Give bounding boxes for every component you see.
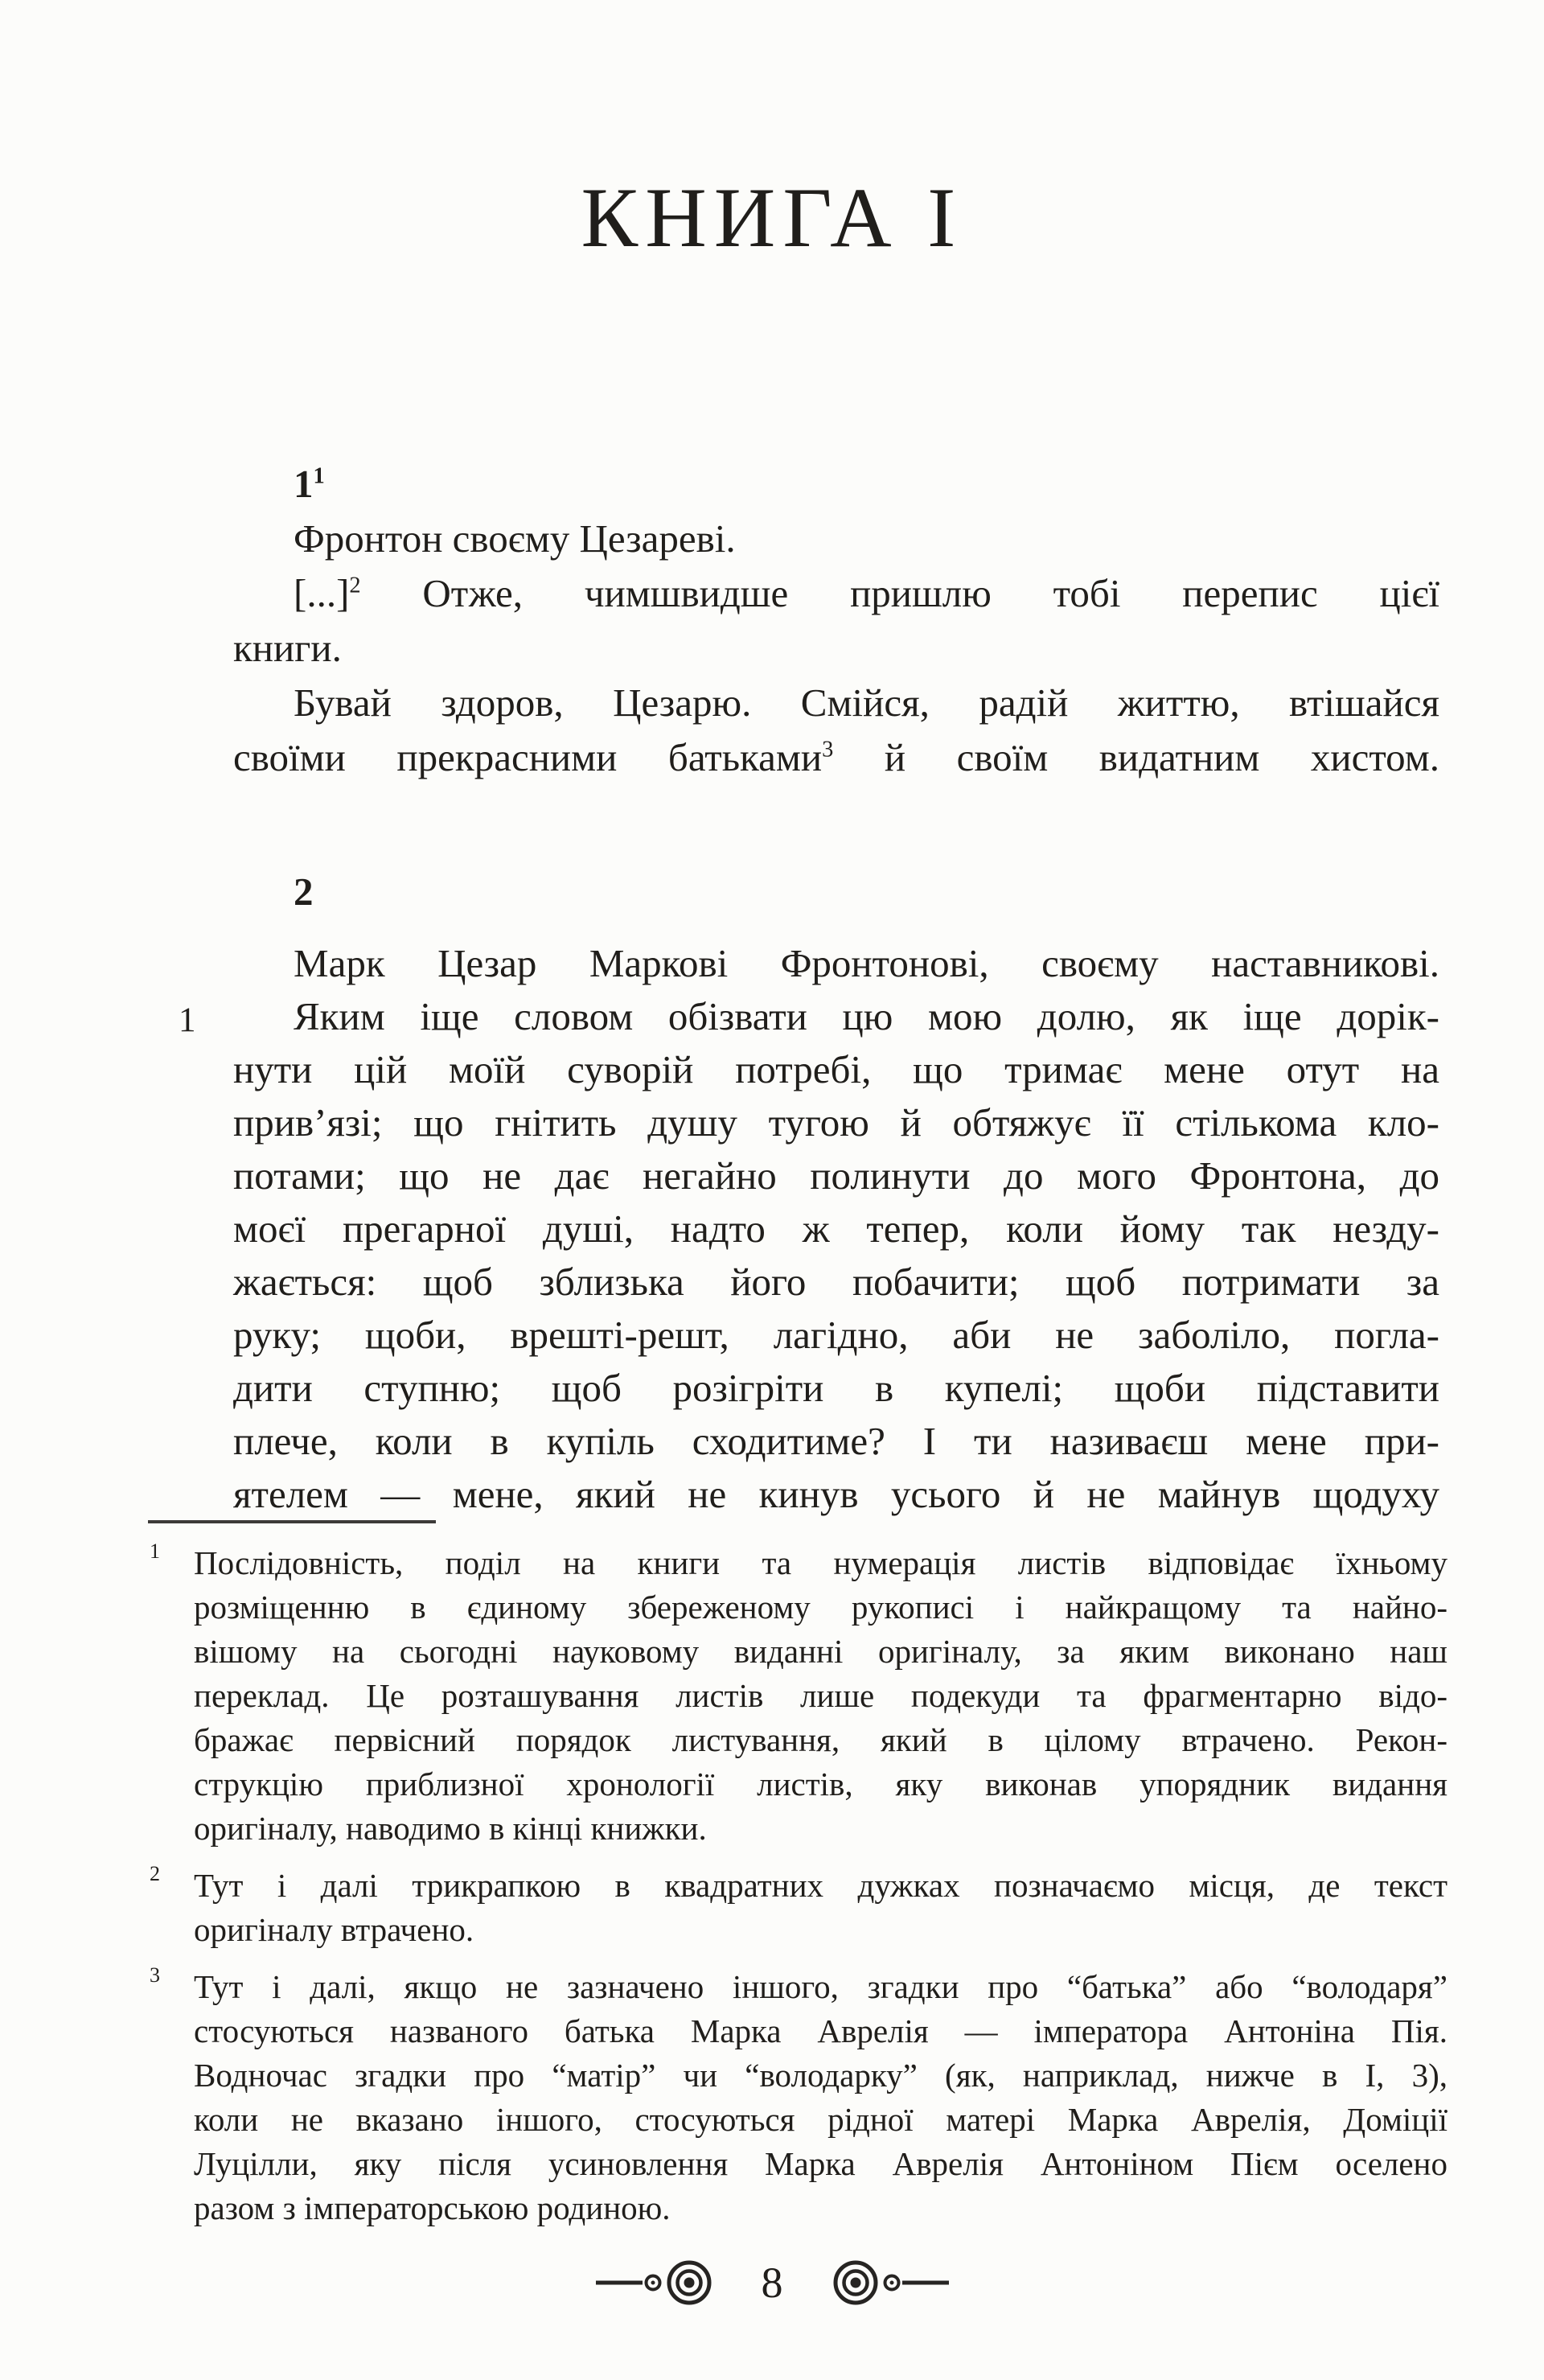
footnote-marker: 1 (150, 1539, 160, 1563)
text-line (233, 730, 1439, 785)
letter-number-value: 1 (294, 462, 314, 506)
text-line: нути цій моїй суворій потребі, що тримає мене отут на (233, 1047, 1439, 1091)
footnote-line: коли не вказано іншого, стосуються рідної матері Марка Аврелія, Доміції (194, 2101, 1448, 2138)
footnote-line: Тут і далі трикрапкою в квадратних дужках позначаємо місця, де текст (194, 1867, 1448, 1904)
page-title: КНИГА І (581, 171, 963, 265)
footnote-line: переклад. Це розташування листів лише подекуди та фрагментарно відо- (194, 1677, 1448, 1714)
letter-number (233, 457, 1439, 512)
text-line: потами; що не дає негайно полинути до мого Фронтона, до (233, 1153, 1439, 1198)
footnote-line: оригіналу втрачено. (194, 1911, 474, 1948)
footnote-line: розміщенню в єдиному збереженому рукописі і найкращому та найно- (194, 1589, 1448, 1626)
letter-section-2 (179, 865, 1439, 1521)
footnote-separator-rule (148, 1520, 436, 1523)
text-line: дити ступню; щоб розігріти в купелі; щоби підставити (233, 1366, 1439, 1410)
footnote-line: бражає первісний порядок листування, який в цілому втрачено. Рекон- (194, 1721, 1448, 1758)
footnote-ref: 1 (313, 463, 325, 489)
text-line (233, 566, 1439, 621)
text-line: книги. (233, 626, 342, 670)
text-segment: [...] (294, 571, 350, 615)
footnote-1 (148, 1541, 1448, 1851)
footnote-2 (148, 1864, 1448, 1952)
footnote-line: струкцію приблизної хронології листів, яку виконав упорядник видання (194, 1765, 1448, 1802)
footnote-line: Луцілли, яку після усиновлення Марка Аврелія Антоніном Пієм оселено (194, 2145, 1448, 2182)
footnote-ref: 2 (349, 573, 361, 598)
flourish-right-icon (828, 2257, 949, 2308)
footnote-3 (148, 1965, 1448, 2230)
text-line: жається: щоб зблизька його побачити; щоб потримати за (233, 1260, 1439, 1304)
footnote-line: Послідовність, поділ на книги та нумерація листів відповідає їхньому (194, 1544, 1448, 1581)
text-line: Фронтон своєму Цезареві. (294, 516, 736, 561)
footnote-line: стосуються названого батька Марка Аврелія — імператора Антоніна Пія. (194, 2012, 1448, 2049)
footnote-line: Тут і далі, якщо не зазначено іншого, згадки про “батька” або “володаря” (194, 1968, 1448, 2005)
text-segment: своїми прекрасними батьками (233, 735, 823, 779)
text-line: плече, коли в купіль сходитиме? І ти називаєш мене при- (233, 1419, 1439, 1463)
text-line: Бувай здоров, Цезарю. Смійся, радій життю, втішайся (294, 680, 1439, 725)
letter-number: 2 (294, 869, 314, 914)
text-line (179, 990, 1439, 1043)
footnote-line: вішому на сьогодні науковому виданні оригіналу, за яким виконано наш (194, 1633, 1448, 1670)
footnote-line: оригіналу, наводимо в кінці книжки. (194, 1810, 707, 1847)
footnote-line: разом з імператорською родиною. (194, 2189, 671, 2226)
text-line: Марк Цезар Маркові Фронтонові, своєму наставникові. (294, 941, 1439, 985)
text-segment: Отже, чимшвидше пришлю тобі перепис цієї (360, 571, 1439, 615)
flourish-left-icon (596, 2257, 717, 2308)
footnote-line: Водночас згадки про “матір” чи “володарку” (як, наприклад, нижче в І, 3), (194, 2057, 1448, 2094)
text-segment: Яким іще словом обізвати цю мою долю, як іще дорік- (294, 994, 1439, 1038)
margin-paragraph-number: 1 (179, 1001, 196, 1039)
footnotes-area (148, 1541, 1448, 2243)
footnote-marker: 2 (150, 1862, 160, 1885)
page-number: 8 (761, 2259, 783, 2307)
footnote-ref: 3 (822, 737, 834, 763)
text-segment: й своїм видатним хистом. (833, 735, 1439, 779)
page-footer (0, 2257, 1544, 2308)
letter-section-1 (233, 457, 1439, 785)
text-line: прив’язі; що гнітить душу тугою й обтяжує її стількома кло- (233, 1100, 1439, 1145)
text-line: ятелем — мене, який не кинув усього й не майнув щодуху (233, 1472, 1439, 1516)
text-line: руку; щоби, врешті-решт, лагідно, аби не заболіло, погла- (233, 1313, 1439, 1357)
text-line: моєї прегарної душі, надто ж тепер, коли йому так незду- (233, 1206, 1439, 1251)
footnote-marker: 3 (150, 1963, 160, 1987)
